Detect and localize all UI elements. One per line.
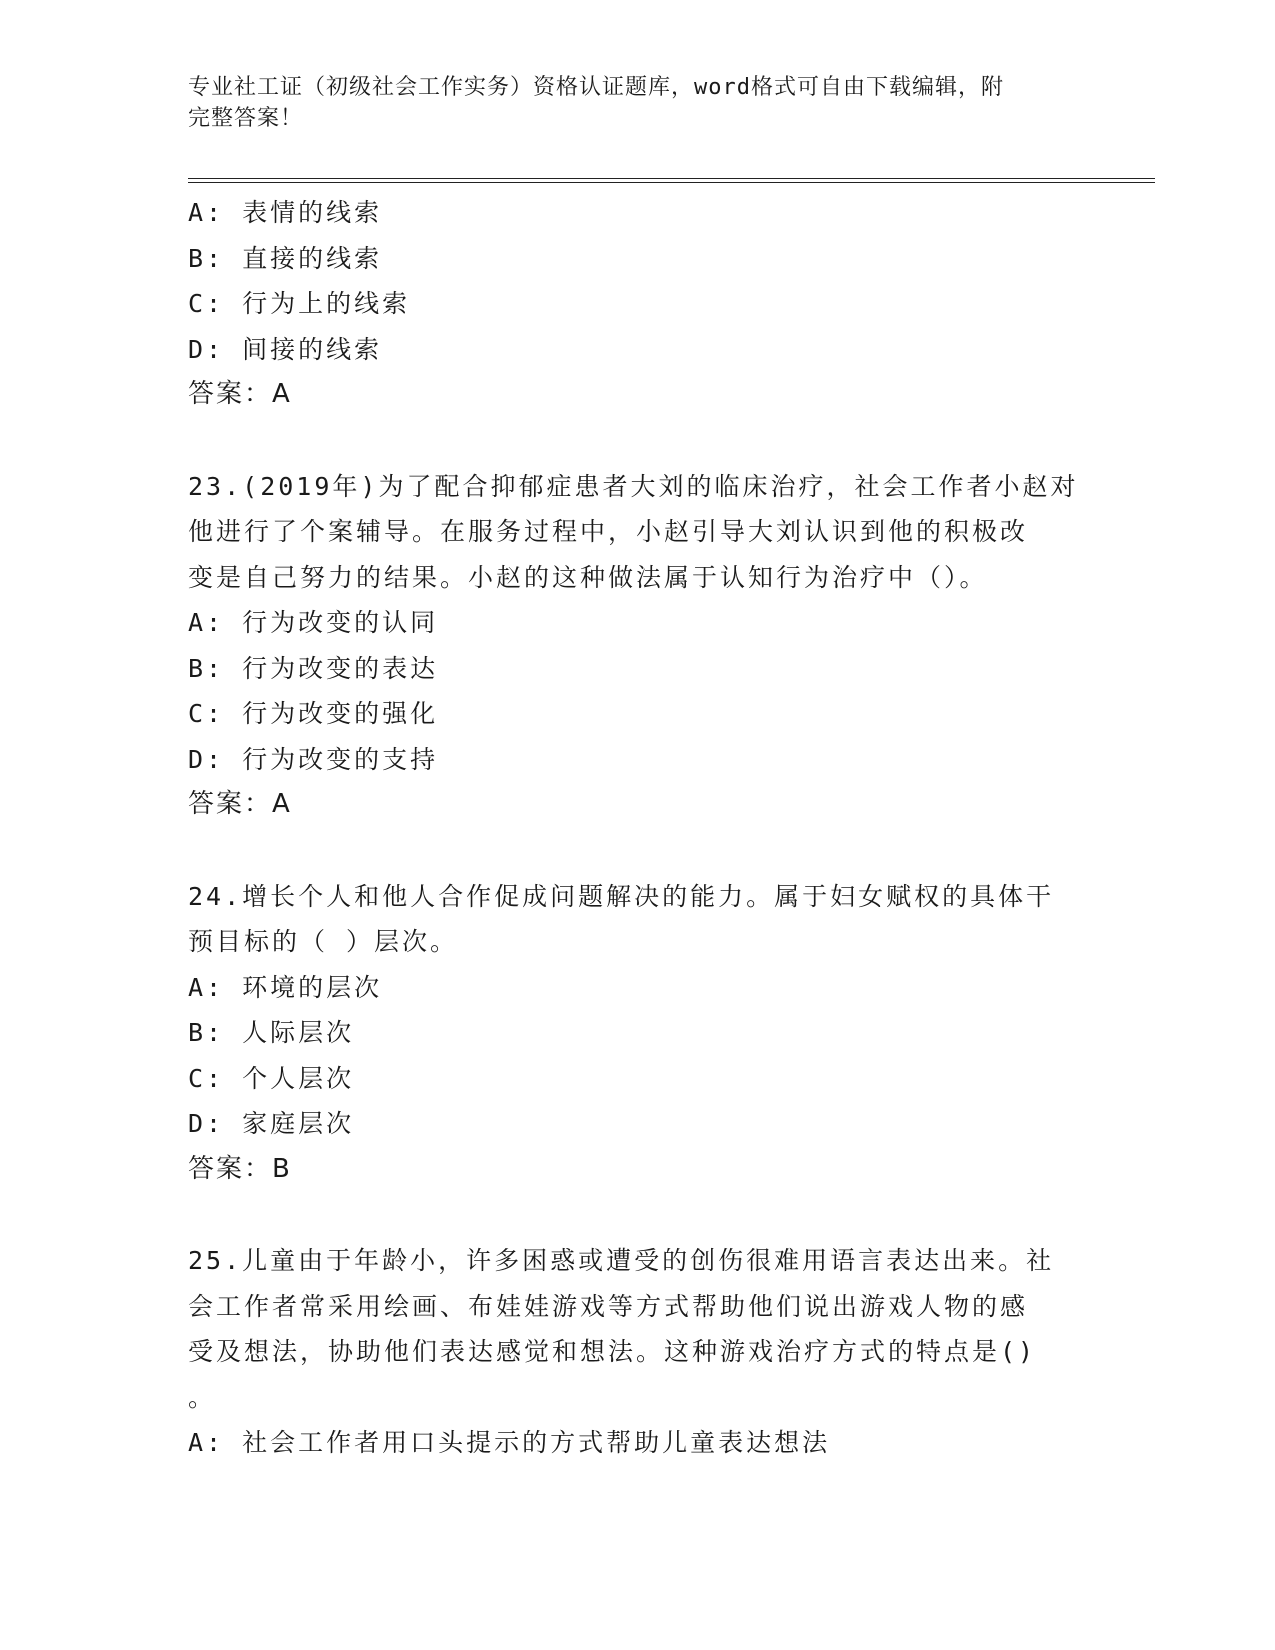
question-stem-line: 23.(2019年)为了配合抑郁症患者大刘的临床治疗，社会工作者小赵对 bbox=[188, 471, 1079, 501]
question-25 bbox=[188, 1238, 1088, 1466]
header-line-2: 完整答案！ bbox=[188, 106, 304, 131]
question-22 bbox=[188, 190, 1088, 418]
answer: 答案：A bbox=[188, 789, 292, 819]
option-b: B: 人际层次 bbox=[188, 1018, 355, 1047]
option-d: D: 行为改变的支持 bbox=[188, 744, 439, 774]
question-24 bbox=[188, 874, 1088, 1193]
option-a: A: 环境的层次 bbox=[188, 972, 383, 1002]
option-a: A: 社会工作者用口头提示的方式帮助儿童表达想法 bbox=[188, 1428, 831, 1457]
option-a: A: 表情的线索 bbox=[188, 198, 383, 227]
question-stem-line: 他进行了个案辅导。在服务过程中，小赵引导大刘认识到他的积极改 bbox=[188, 517, 1029, 546]
option-c: C: 行为上的线索 bbox=[188, 289, 411, 318]
header-line-1: 专业社工证（初级社会工作实务）资格认证题库，word格式可自由下载编辑，附 bbox=[188, 75, 1004, 100]
answer: 答案：B bbox=[188, 1153, 292, 1184]
header-divider bbox=[188, 178, 1155, 183]
question-stem-line: 24.增长个人和他人合作促成问题解决的能力。属于妇女赋权的具体干 bbox=[188, 881, 1055, 911]
option-b: B: 直接的线索 bbox=[188, 243, 383, 273]
question-list bbox=[188, 190, 1088, 1466]
question-stem-line: 。 bbox=[188, 1382, 217, 1412]
option-d: D: 家庭层次 bbox=[188, 1109, 355, 1138]
answer: 答案：A bbox=[188, 379, 292, 409]
question-stem-line: 会工作者常采用绘画、布娃娃游戏等方式帮助他们说出游戏人物的感 bbox=[188, 1291, 1029, 1321]
question-23 bbox=[188, 464, 1088, 828]
document-header bbox=[188, 72, 1088, 134]
question-stem-line: 受及想法，协助他们表达感觉和想法。这种游戏治疗方式的特点是() bbox=[188, 1337, 1037, 1366]
option-a: A: 行为改变的认同 bbox=[188, 608, 439, 637]
option-d: D: 间接的线索 bbox=[188, 334, 383, 364]
question-stem-line: 变是自己努力的结果。小赵的这种做法属于认知行为治疗中（）。 bbox=[188, 562, 988, 592]
question-stem-line: 预目标的（ ）层次。 bbox=[188, 927, 459, 956]
option-b: B: 行为改变的表达 bbox=[188, 653, 439, 683]
question-stem-line: 25.儿童由于年龄小，许多困惑或遭受的创伤很难用语言表达出来。社 bbox=[188, 1246, 1055, 1275]
option-c: C: 个人层次 bbox=[188, 1063, 355, 1093]
option-c: C: 行为改变的强化 bbox=[188, 699, 439, 728]
